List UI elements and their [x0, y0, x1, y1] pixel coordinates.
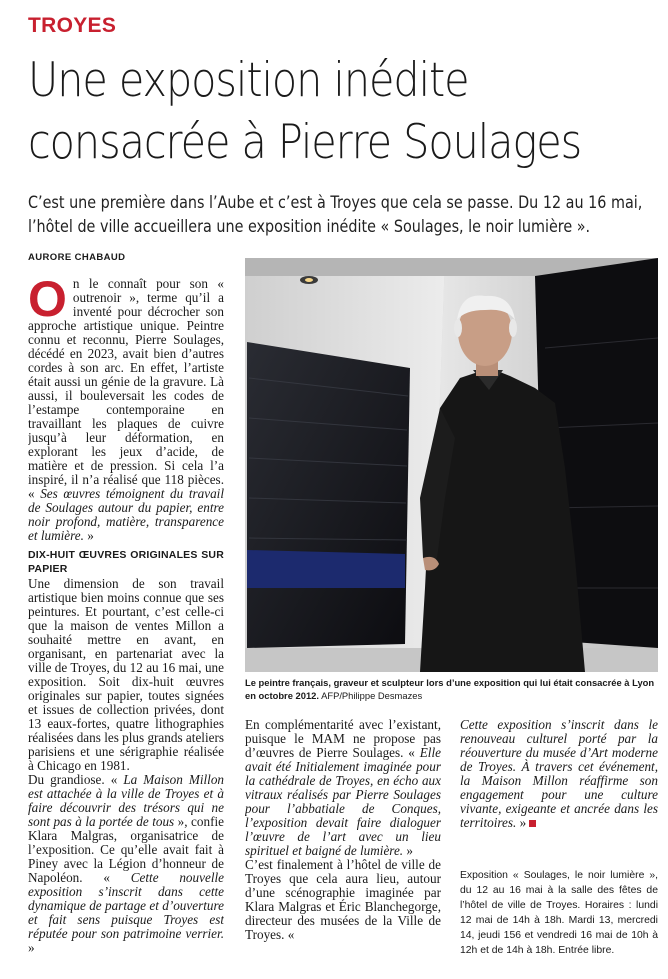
photo-credit: AFP/Philippe Desmazes — [319, 690, 423, 701]
headline-line-2: consacrée à Pierre Soulages — [28, 115, 582, 170]
practical-info-box: Exposition « Soulages, le noir lumière », du 12 au 16 mai à la salle des fêtes de l’hôtel de ville de Troyes. Horaires : lundi 12 mai de 14h à 18h. Mardi 13, mercredi 14, jeudi 156 et vendredi 16 mai de 10h à 12h et de 14h à 18h. Entrée libre. — [460, 870, 658, 956]
article-paragraph-intro: On le connaît pour son « outrenoir », terme qu’il a inventé pour décrocher son approche artistique unique. Peintre connu et reconnu, Pierre Soulages, décédé en 2023, avait bien d’autres cordes à son arc. En effet, l’artiste était aussi un génie de la gravure. Là aussi, il bouleversait les codes de l’estampe contemporaine en travaillant les plaques de cuivre jusqu’à leur déformation, en explorant les jeux d’acide, de matière et de pression. Si cela l’a inspiré, il n’a réalisé que 118 pièces. « Ses œuvres témoignent du travail de Soulages autour du papier, entre noir profond, matière, transparence et lumière. » — [28, 277, 224, 543]
article-paragraph-3: Du grandiose. « La Maison Millon est attachée à la ville de Troyes et à faire découvrir des trésors qui ne sont pas à la portée de tous », confie Klara Malgras, organisatrice de l’exposition. Ce qu’elle avait fait à Piney avec la Légion d’honneur de Napoléon. « Cette nouvelle exposition s’inscrit dans cette dynamique de partage et d’ouverture et fait sens puisque Troyes est réputée pour son patrimoine verrier. » — [28, 772, 224, 955]
standfirst-line-2: l’hôtel de ville accueillera une exposition inédite « Soulages, le noir lumière ». — [28, 217, 591, 236]
headline — [28, 50, 582, 174]
article-column-3 — [460, 718, 658, 865]
article-column-1 — [28, 277, 224, 969]
article-paragraph-4: En complémentarité avec l’existant, puisque le MAM ne propose pas d’œuvres de Pierre Soulages. « Elle avait été Initialement imaginée pour la cathédrale de Troyes, en écho aux vitraux réalisés par Pierre Soulages pour l’abbatiale de Conques, l’exposition devait faire dialoguer l’œuvre de l’art avec un lieu spirituel et baigné de lumière. » — [245, 718, 441, 858]
byline: AURORE CHABAUD — [28, 252, 126, 263]
standfirst — [28, 191, 643, 239]
drop-cap: O — [28, 277, 67, 327]
end-mark-icon — [529, 820, 536, 827]
article-paragraph-2: Une dimension de son travail artistique bien moins connue que ses peintures. Et pourtant, c’est celle-ci que la maison de ventes Millon a souhaité mettre en avant, en organisant, en partenariat avec la ville de Troyes, du 12 au 16 mai, une exposition. Soit dix-huit œuvres originales sur papier, toutes signées et issues de collection privées, dont 13 eaux-fortes, quatre lithographies réalisées dans les plus grands ateliers parisiens et une sérigraphie réalisée à Chicago en 1981. — [28, 576, 224, 773]
article-paragraph-6: Cette exposition s’inscrit dans le renouveau culturel porté par la réouverture du musée d’Art moderne de Troyes. À travers cet événement, la Maison Millon réaffirme son engagement pour une culture vivante, exigeante et ancrée dans les territoires. » — [460, 718, 658, 830]
headline-line-1: Une exposition inédite — [28, 53, 469, 108]
photo-soulages-portrait — [245, 258, 658, 672]
article-column-2 — [245, 718, 441, 972]
section-label: TROYES — [28, 14, 117, 37]
article-photo — [245, 258, 658, 672]
subheading: DIX-HUIT ŒUVRES ORIGINALES SUR PAPIER — [28, 549, 224, 575]
photo-caption: Le peintre français, graveur et sculpteur lors d’une exposition qui lui était consacrée à Lyon en octobre 2012. AFP/Philippe Desmazes — [245, 677, 655, 701]
article-paragraph-5: C’est finalement à l’hôtel de ville de Troyes que cela aura lieu, autour d’une scénographie imaginée par Klara Malgras et Éric Blanchegorge, directeur des musées de la Ville de Troyes. « — [245, 857, 441, 942]
standfirst-line-1: C’est une première dans l’Aube et c’est à Troyes que cela se passe. Du 12 au 16 mai, — [28, 193, 643, 212]
